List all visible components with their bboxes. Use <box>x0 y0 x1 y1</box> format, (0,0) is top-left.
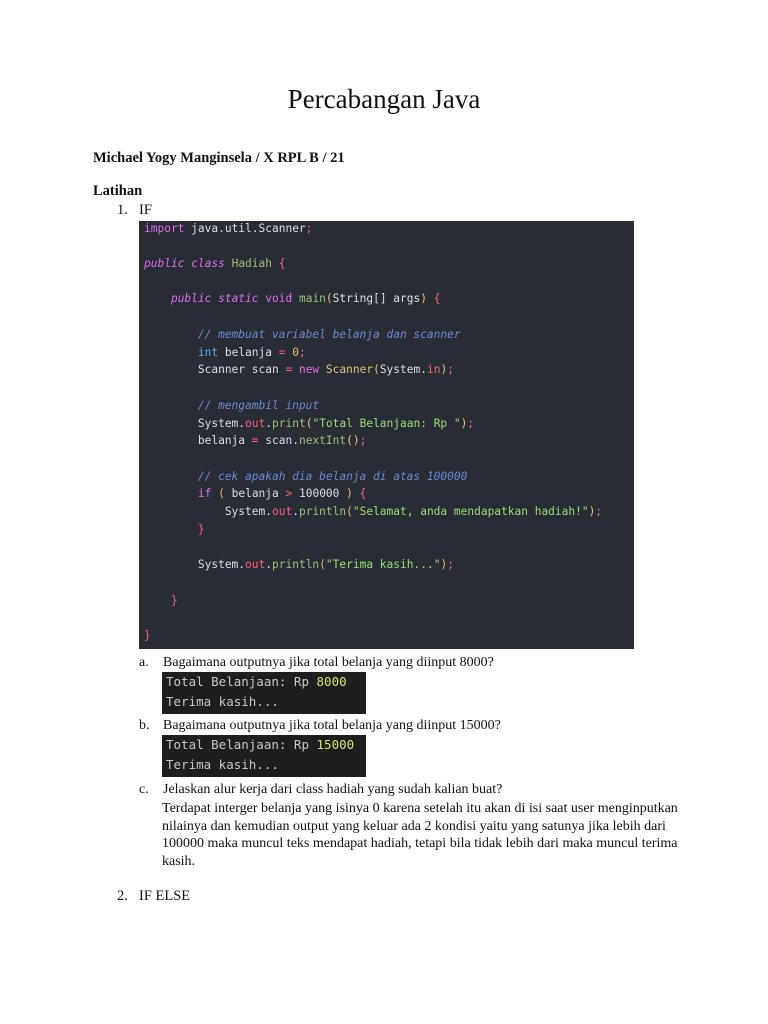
code-line: public static void main(String[] args) { <box>170 292 441 305</box>
page-title: Percabangan Java <box>287 84 481 114</box>
terminal-line: Terima kasih... <box>166 694 279 709</box>
terminal-output-b <box>162 735 366 777</box>
section-heading: Latihan <box>93 183 143 199</box>
list-number: 2. <box>117 888 128 904</box>
code-line: } <box>144 629 151 642</box>
question-a <box>139 655 494 671</box>
code-line: System.out.print("Total Belanjaan: Rp "); <box>144 417 475 430</box>
code-line: public class Hadiah { <box>144 257 286 270</box>
terminal-input-value: 8000 <box>316 674 347 689</box>
list-item-if-else <box>117 888 190 905</box>
answer-paragraph: Terdapat interger belanja yang isinya 0 karena setelah itu akan di isi saat user menginputkan nilainya dan kemudian output yang keluar ada 2 kondisi yaitu yang satunya jika lebih dari 100000 maka muncul teks mendapat hadiah, tetapi bila tidak lebih dari maka muncul terima kasih. <box>162 801 678 869</box>
terminal-prompt: Total Belanjaan: Rp <box>166 674 317 689</box>
code-line: // mengambil input <box>144 399 320 412</box>
terminal-input-value: 15000 <box>316 737 355 752</box>
question-letter: a. <box>139 655 149 670</box>
question-text: Bagaimana outputnya jika total belanja yang diinput 15000? <box>163 718 501 733</box>
question-c <box>139 782 502 798</box>
question-b <box>139 718 501 734</box>
code-line: Scanner scan = new Scanner(System.in); <box>144 363 454 376</box>
terminal-prompt: Total Belanjaan: Rp <box>166 737 317 752</box>
code-screenshot <box>139 221 634 649</box>
code-line: } <box>170 594 178 607</box>
code-line: } <box>197 523 205 536</box>
list-number: 1. <box>117 202 128 218</box>
question-letter: c. <box>139 782 149 797</box>
code-line: if ( belanja > 100000 ) { <box>197 487 367 500</box>
code-line: // membuat variabel belanja dan scanner <box>144 328 461 341</box>
list-label: IF ELSE <box>139 888 191 904</box>
code-line: // cek apakah dia belanja di atas 100000 <box>144 470 468 483</box>
terminal-output-a <box>162 672 366 714</box>
code-line: System.out.println("Terima kasih..."); <box>144 558 454 571</box>
author-line: Michael Yogy Manginsela / X RPL B / 21 <box>93 150 345 166</box>
question-letter: b. <box>139 718 150 733</box>
code-line: System.out.println("Selamat, anda mendapatkan hadiah!"); <box>144 505 603 518</box>
list-item-if <box>117 202 152 219</box>
question-text: Jelaskan alur kerja dari class hadiah yang sudah kalian buat? <box>163 782 503 797</box>
list-label: IF <box>139 202 152 218</box>
question-text: Bagaimana outputnya jika total belanja yang diinput 8000? <box>163 655 494 670</box>
code-line: int belanja = 0; <box>197 346 306 359</box>
code-line: belanja = scan.nextInt(); <box>144 434 367 447</box>
code-line: import java.util.Scanner; <box>144 222 313 235</box>
terminal-line: Terima kasih... <box>166 757 279 772</box>
